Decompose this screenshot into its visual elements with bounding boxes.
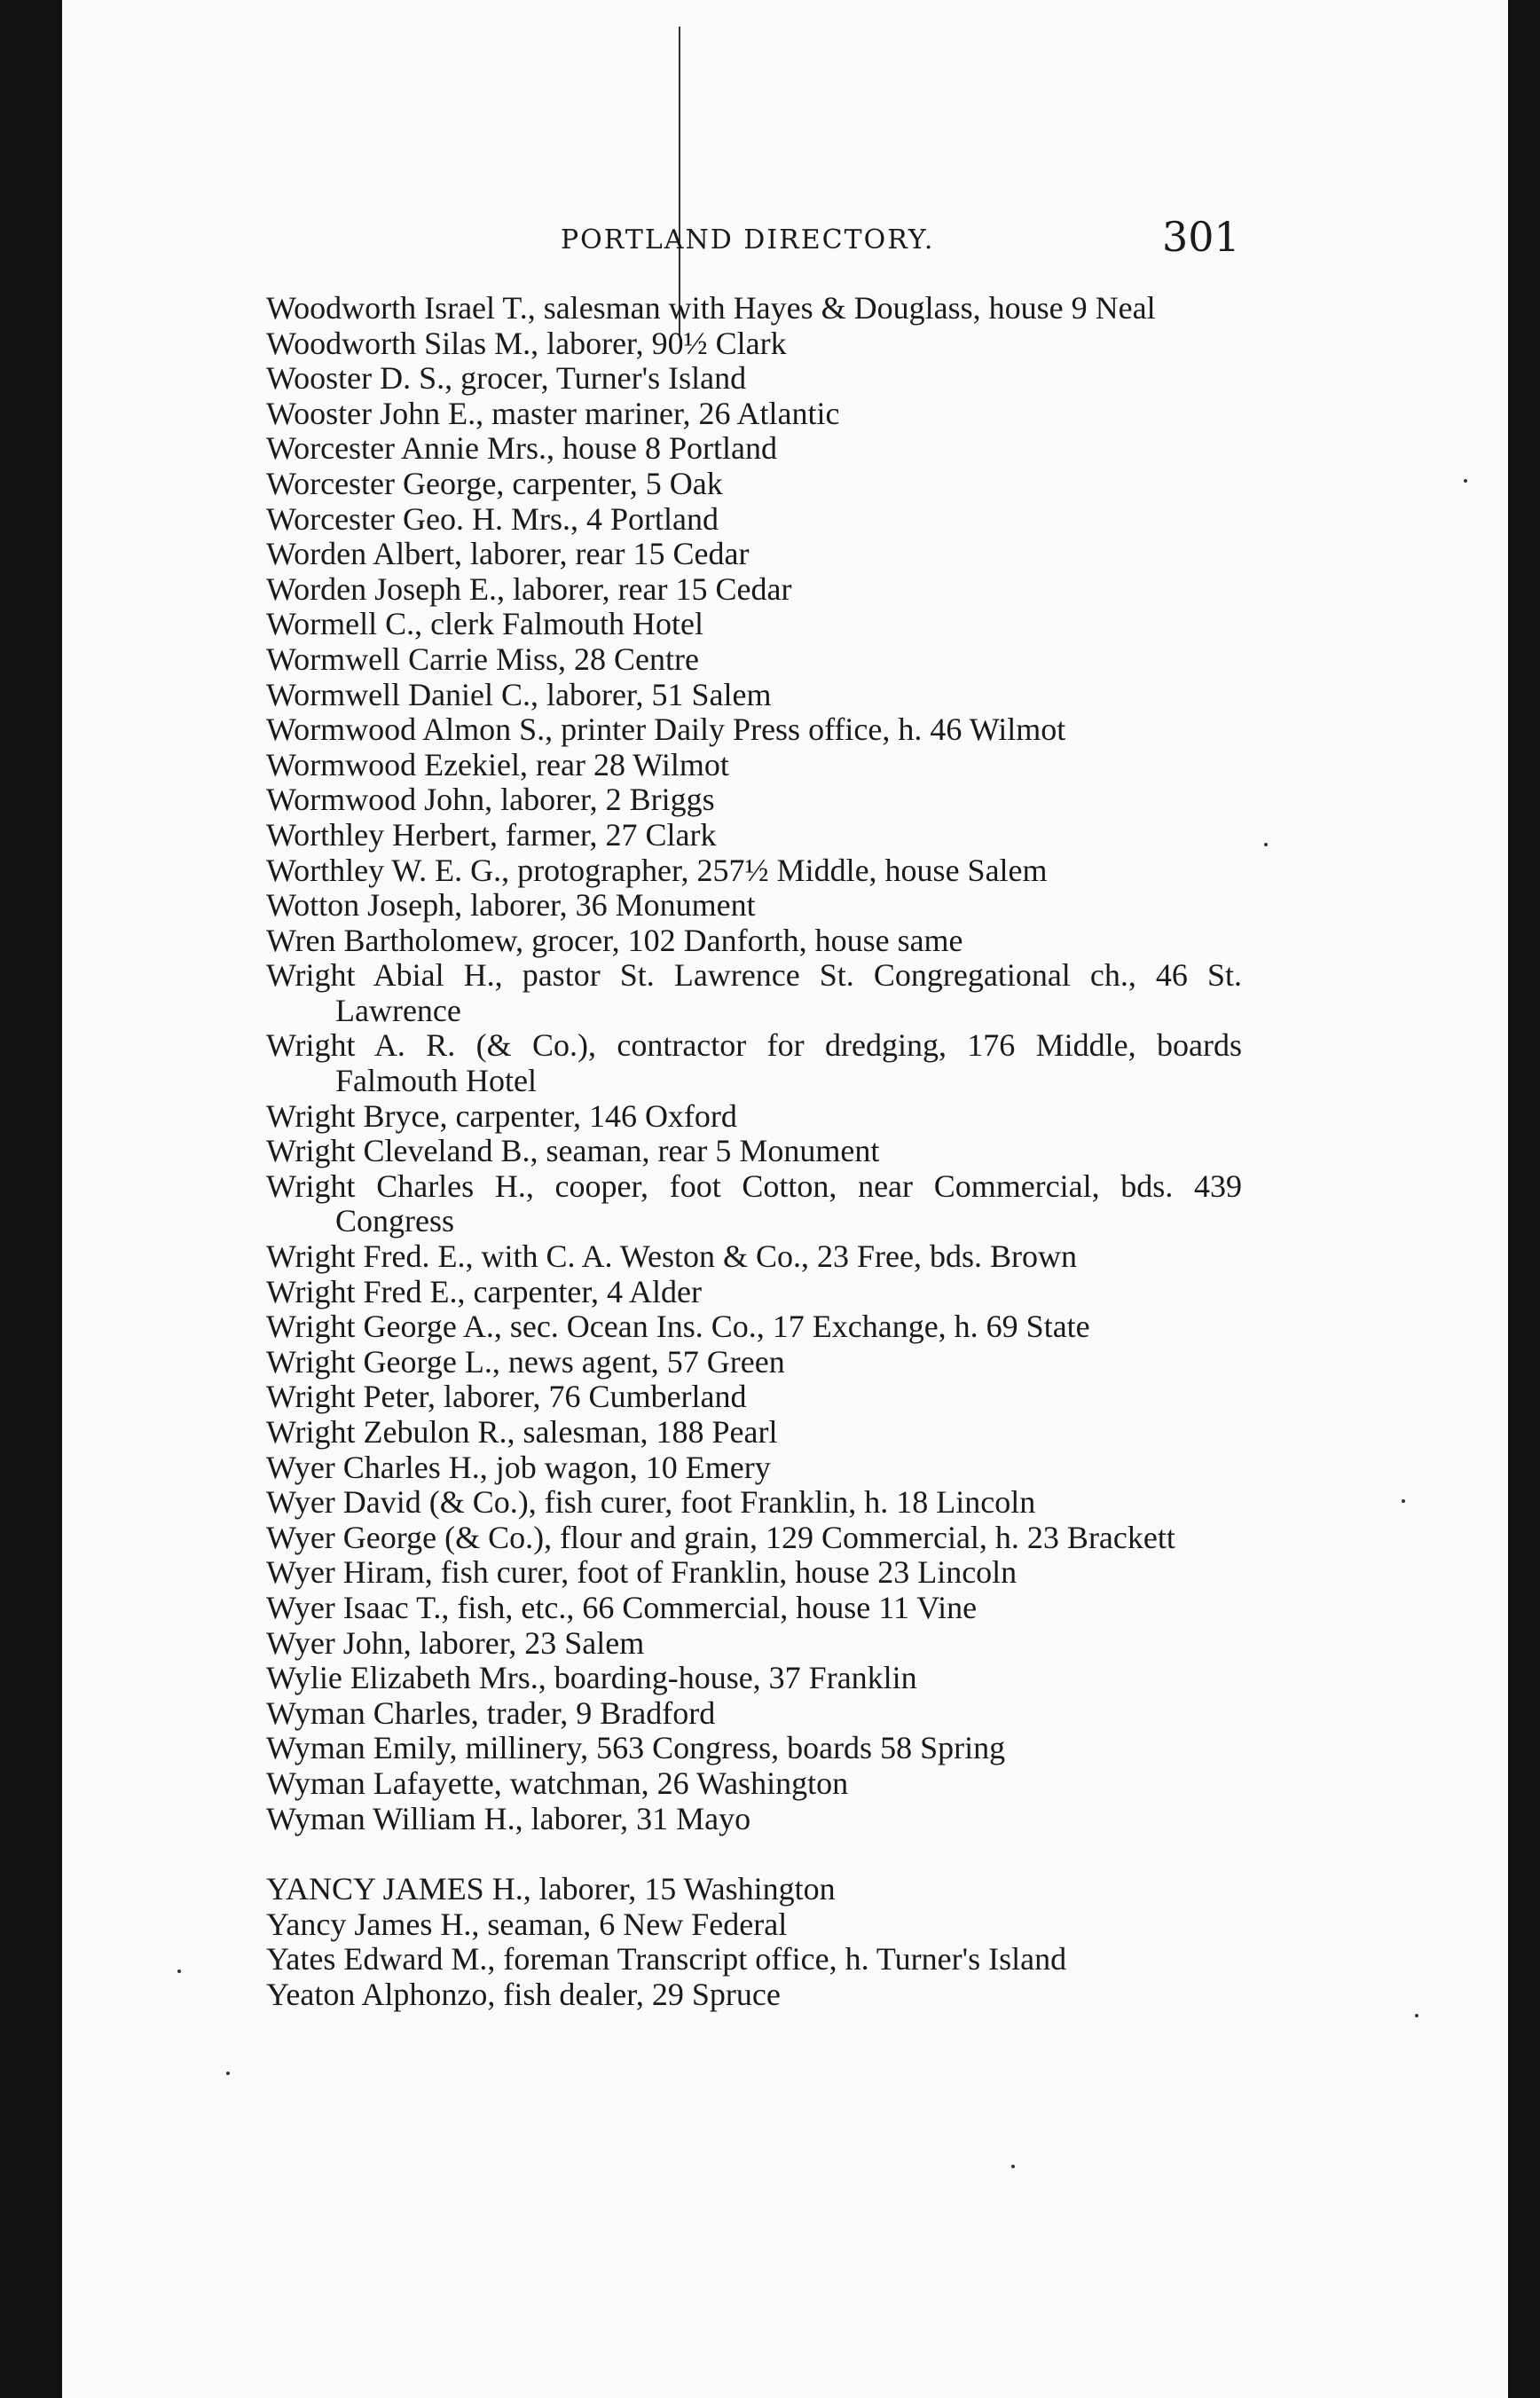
print-speck (1415, 2014, 1418, 2017)
print-speck (1264, 843, 1268, 846)
directory-entry: Yates Edward M., foreman Transcript office, h. Turner's Island (266, 1941, 1067, 1977)
directory-entry: Wyman Lafayette, watchman, 26 Washington (266, 1765, 849, 1801)
directory-entry: Wotton Joseph, laborer, 36 Monument (266, 887, 756, 924)
directory-entry: Wright Peter, laborer, 76 Cumberland (266, 1379, 747, 1415)
directory-entry: Yeaton Alphonzo, fish dealer, 29 Spruce (266, 1976, 781, 2012)
directory-entry: Yancy James H., seaman, 6 New Federal (266, 1906, 788, 1942)
directory-entry: Wylie Elizabeth Mrs., boarding-house, 37 Franklin (266, 1660, 917, 1696)
directory-entry: Wormwood Ezekiel, rear 28 Wilmot (266, 746, 729, 782)
directory-entry: Worcester Geo. H. Mrs., 4 Portland (266, 500, 719, 537)
directory-entry: Wright George L., news agent, 57 Green (266, 1343, 785, 1380)
scan-left-border (0, 0, 62, 2398)
directory-entry: Wyer Charles H., job wagon, 10 Emery (266, 1449, 771, 1485)
directory-entry: Wright Zebulon R., salesman, 188 Pearl (266, 1414, 778, 1450)
directory-entry: Wyer Hiram, fish curer, foot of Franklin, house 23 Lincoln (266, 1554, 1018, 1591)
directory-entry: Wooster D. S., grocer, Turner's Island (266, 360, 747, 397)
directory-entry: Woodworth Silas M., laborer, 90½ Clark (266, 325, 787, 361)
directory-entry: Wright A. R. (& Co.), contractor for dredging, 176 Middle, boards Falmouth Hotel (266, 1027, 1242, 1099)
directory-entry: Wooster John E., master mariner, 26 Atlantic (266, 395, 840, 431)
directory-entry: Worthley W. E. G., protographer, 257½ Middle, house Salem (266, 852, 1048, 888)
directory-entry: Wright George A., sec. Ocean Ins. Co., 17 Exchange, h. 69 State (266, 1309, 1090, 1345)
print-speck (177, 1970, 181, 1973)
directory-entry: Worcester Annie Mrs., house 8 Portland (266, 430, 777, 467)
directory-entry: Woodworth Israel T., salesman with Hayes & Douglass, house 9 Neal (266, 290, 1156, 326)
section-gap (266, 1836, 1242, 1872)
directory-entry: Wright Abial H., pastor St. Lawrence St. Congregational ch., 46 St. Lawrence (266, 957, 1242, 1028)
print-speck (1464, 479, 1467, 483)
directory-entry: Wyman William H., laborer, 31 Mayo (266, 1800, 751, 1836)
print-speck (1011, 2165, 1015, 2168)
directory-entry: Wormwood John, laborer, 2 Briggs (266, 782, 715, 818)
directory-entry: Worden Joseph E., laborer, rear 15 Cedar (266, 570, 792, 607)
directory-entry: Wright Fred. E., with C. A. Weston & Co., 23 Free, bds. Brown (266, 1238, 1077, 1275)
directory-entry: Worden Albert, laborer, rear 15 Cedar (266, 536, 750, 572)
directory-entry: Wright Bryce, carpenter, 146 Oxford (266, 1097, 737, 1134)
directory-entry: Wright Charles H., cooper, foot Cotton, near Commercial, bds. 439 Congress (266, 1168, 1242, 1239)
print-speck (226, 2072, 230, 2075)
running-header: PORTLAND DIRECTORY. (561, 224, 935, 256)
directory-entry: Wormwood Almon S., printer Daily Press office, h. 46 Wilmot (266, 712, 1066, 748)
directory-entry: Wyer John, laborer, 23 Salem (266, 1624, 645, 1661)
print-speck (1402, 1499, 1405, 1503)
directory-entry: Wormwell Daniel C., laborer, 51 Salem (266, 676, 772, 712)
directory-entry: YANCY JAMES H., laborer, 15 Washington (266, 1871, 836, 1907)
page-number: 301 (1162, 213, 1240, 261)
directory-entry: Wyer George (& Co.), flour and grain, 129 Commercial, h. 23 Brackett (266, 1519, 1175, 1555)
directory-entry: Worthley Herbert, farmer, 27 Clark (266, 816, 717, 853)
directory-entry: Worcester George, carpenter, 5 Oak (266, 465, 723, 501)
directory-entry: Wren Bartholomew, grocer, 102 Danforth, house same (266, 922, 963, 958)
directory-entry: Wyer Isaac T., fish, etc., 66 Commercial, house 11 Vine (266, 1589, 978, 1625)
scan-right-border (1508, 0, 1540, 2398)
directory-entries (266, 291, 1242, 2013)
directory-entry: Wyman Emily, millinery, 563 Congress, boards 58 Spring (266, 1730, 1006, 1766)
directory-entry: Wormwell Carrie Miss, 28 Centre (266, 641, 700, 677)
directory-entry: Wormell C., clerk Falmouth Hotel (266, 606, 704, 642)
directory-entry: Wyer David (& Co.), fish curer, foot Franklin, h. 18 Lincoln (266, 1484, 1036, 1521)
directory-entry: Wright Fred E., carpenter, 4 Alder (266, 1273, 702, 1309)
directory-entry: Wyman Charles, trader, 9 Bradford (266, 1694, 716, 1731)
directory-entry: Wright Cleveland B., seaman, rear 5 Monument (266, 1133, 880, 1169)
